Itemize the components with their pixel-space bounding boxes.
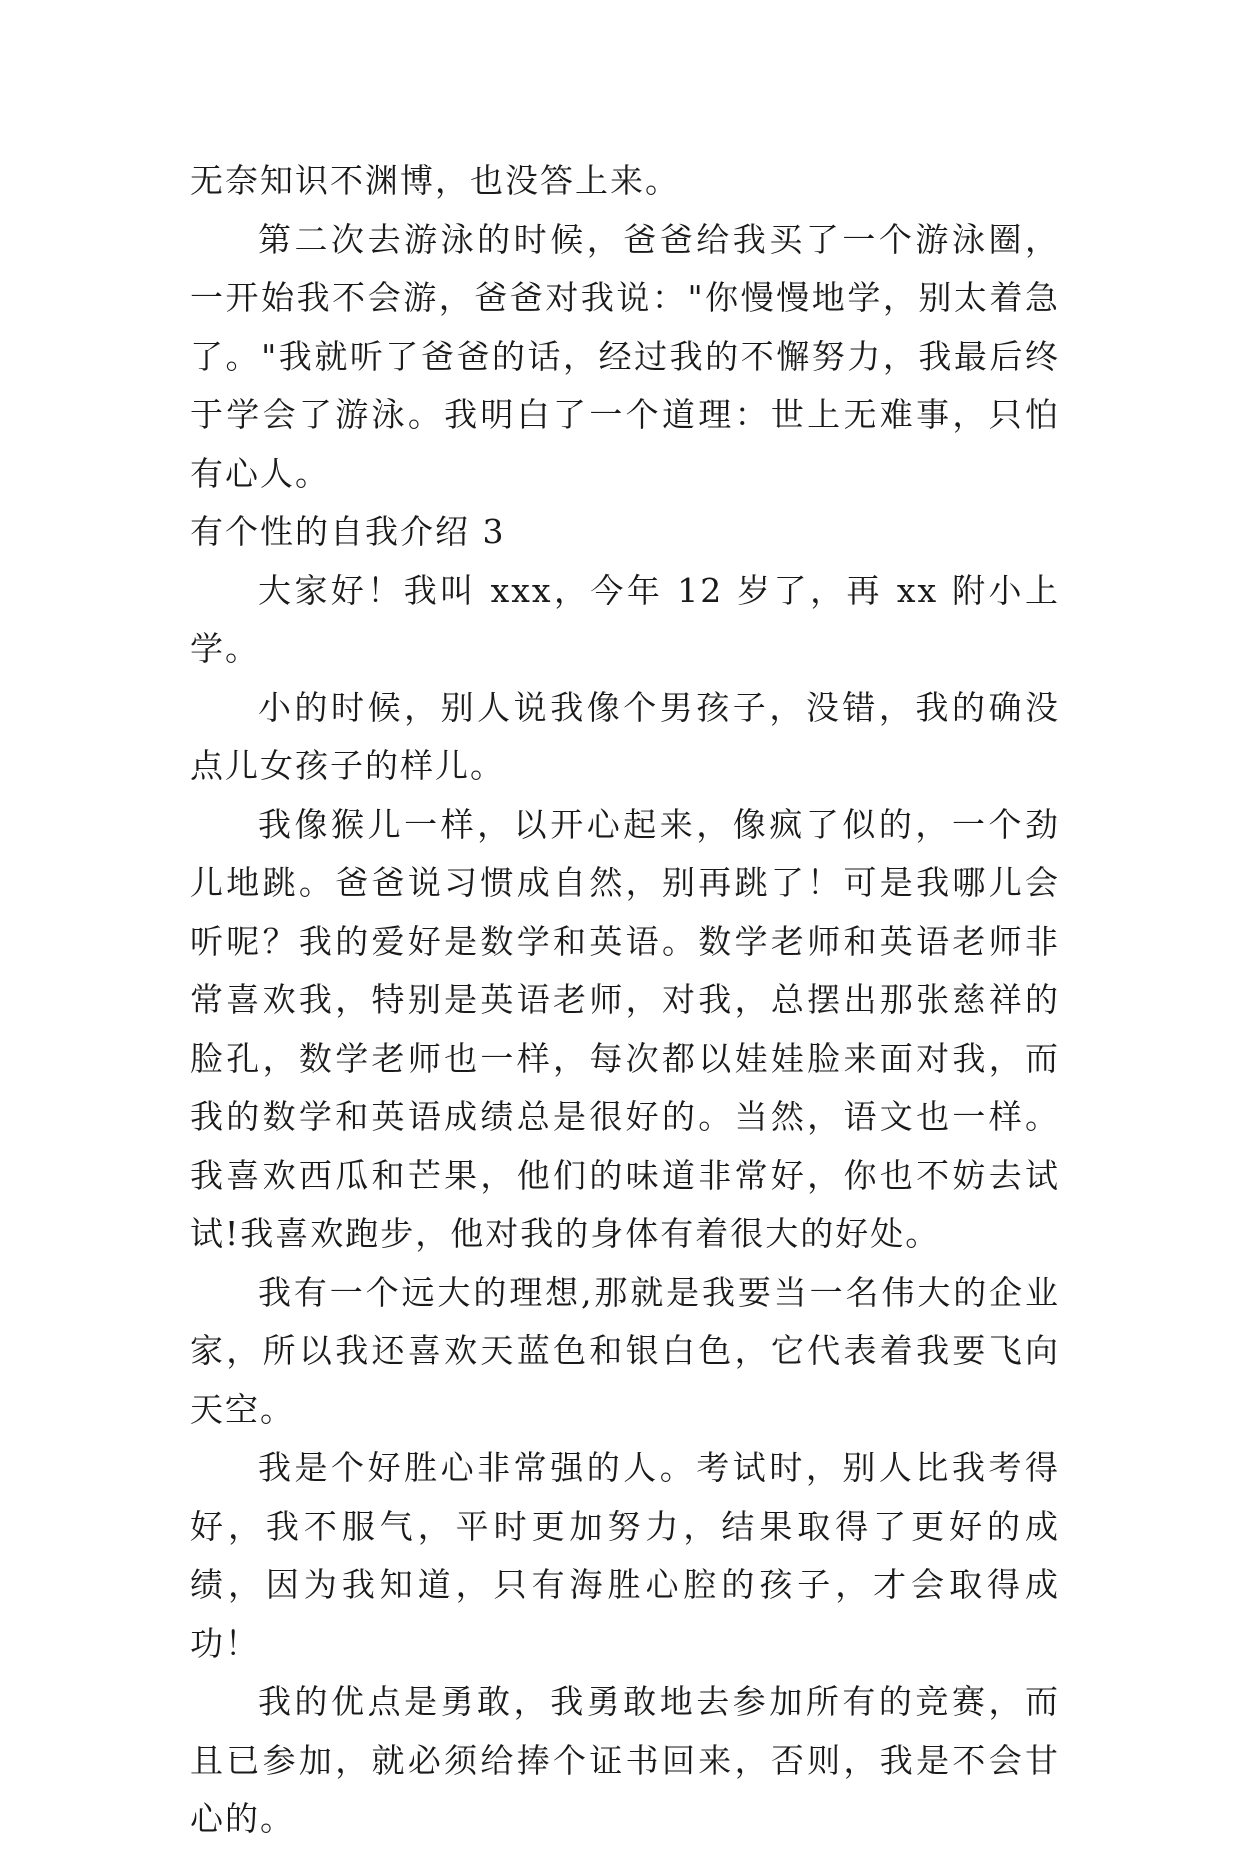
paragraph-4: 小的时候，别人说我像个男孩子，没错，我的确没点儿女孩子的样儿。 (190, 687, 1060, 785)
paragraph-6: 我有一个远大的理想,那就是我要当一名伟大的企业家，所以我还喜欢天蓝色和银白色，它代表着我要飞向天空。 (190, 1272, 1060, 1429)
paragraph-7: 我是个好胜心非常强的人。考试时，别人比我考得好，我不服气，平时更加努力，结果取得了更好的成绩，因为我知道，只有海胜心腔的孩子，才会取得成功！ (190, 1448, 1060, 1663)
section-heading: 有个性的自我介绍 3 (190, 512, 506, 551)
paragraph-8: 我的优点是勇敢，我勇敢地去参加所有的竞赛，而且已参加，就必须给捧个证书回来，否则，我是不会甘心的。 (190, 1682, 1060, 1838)
document-body (190, 152, 1060, 1849)
paragraph-3: 大家好！我叫 xxx，今年 12 岁了，再 xx 附小上学。 (190, 570, 1060, 668)
paragraph-5: 我像猴儿一样，以开心起来，像疯了似的，一个劲儿地跳。爸爸说习惯成自然，别再跳了！可是我哪儿会听呢？我的爱好是数学和英语。数学老师和英语老师非常喜欢我，特别是英语老师，对我，总摆出那张慈祥的脸孔，数学老师也一样，每次都以娃娃脸来面对我，而我的数学和英语成绩总是很好的。当然，语文也一样。我喜欢西瓜和芒果，他们的味道非常好，你也不妨去试试!我喜欢跑步，他对我的身体有着很大的好处。 (190, 804, 1060, 1253)
paragraph-2: 第二次去游泳的时候，爸爸给我买了一个游泳圈，一开始我不会游，爸爸对我说："你慢慢地学，别太着急了。"我就听了爸爸的话，经过我的不懈努力，我最后终于学会了游泳。我明白了一个道理：世上无难事，只怕有心人。 (190, 219, 1060, 493)
paragraph-1: 无奈知识不渊博，也没答上来。 (190, 161, 680, 200)
